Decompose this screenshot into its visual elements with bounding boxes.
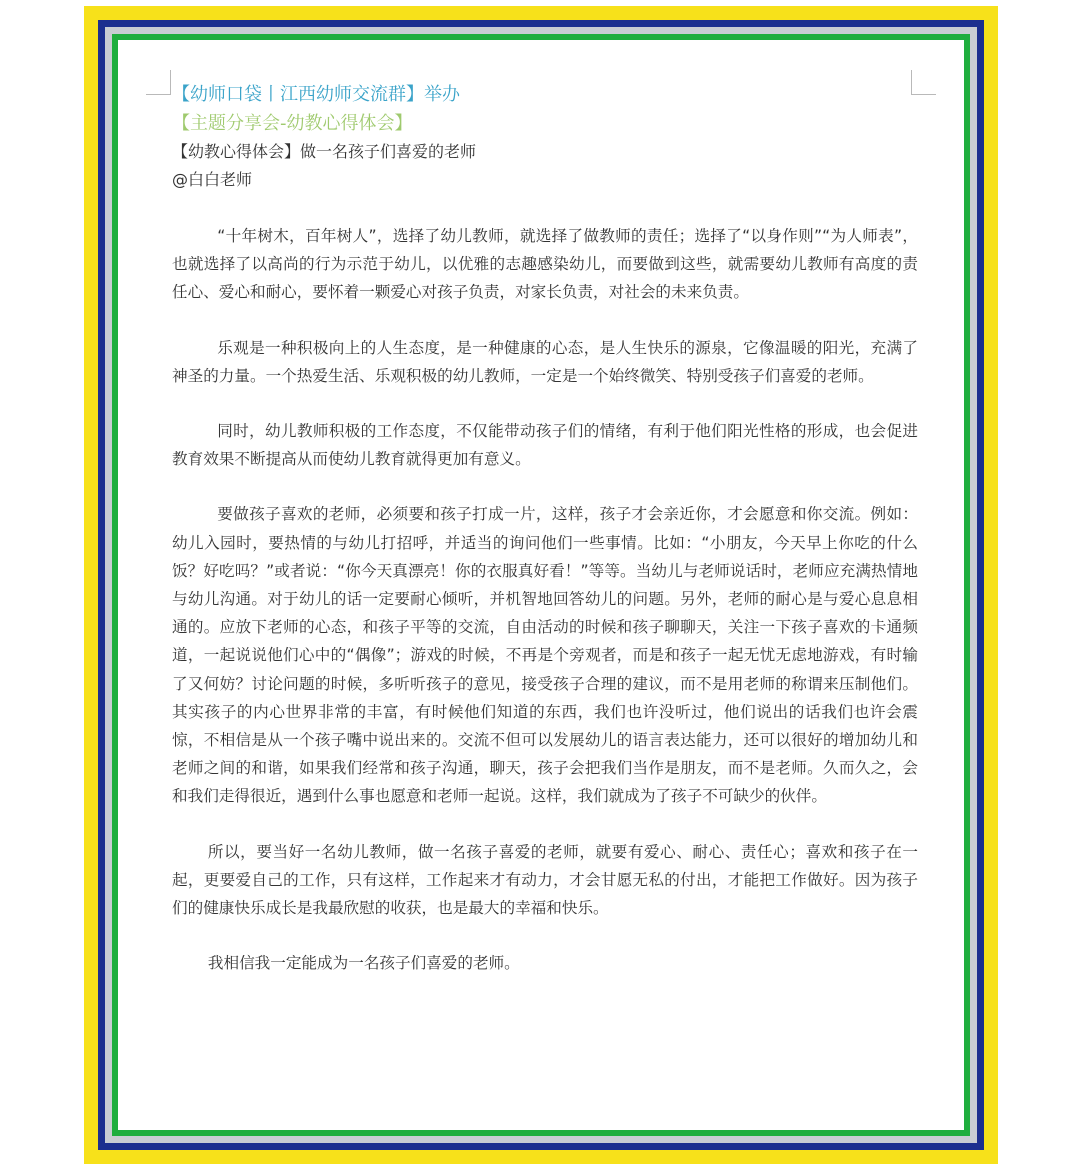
theme-line: 【主题分享会-幼教心得体会】 xyxy=(172,113,413,134)
paragraph-4: 要做孩子喜欢的老师，必须要和孩子打成一片，这样，孩子才会亲近你，才会愿意和你交流。例如：幼儿入园时，要热情的与幼儿打招呼，并适当的询问他们一些事情。比如：“小朋友，今天早上你吃的什么饭？好吃吗？”或者说：“你今天真漂亮！你的衣服真好看！”等等。当幼儿与老师说话时，老师应充满热情地与幼儿沟通。对于幼儿的话一定要耐心倾听，并机智地回答幼儿的问题。另外，老师的耐心是与爱心息息相通的。应放下老师的心态，和孩子平等的交流，自由活动的时候和孩子聊聊天，关注一下孩子喜欢的卡通频道，一起说说他们心中的“偶像”；游戏的时候，不再是个旁观者，而是和孩子一起无忧无虑地游戏，有时输了又何妨？讨论问题的时候，多听听孩子的意见，接受孩子合理的建议，而不是用老师的称谓来压制他们。其实孩子的内心世界非常的丰富，有时候他们知道的东西，我们也许没听过，他们说出的话我们也许会震惊，不相信是从一个孩子嘴中说出来的。交流不但可以发展幼儿的语言表达能力，还可以很好的增加幼儿和老师之间的和谐，如果我们经常和孩子沟通，聊天，孩子会把我们当作是朋友，而不是老师。久而久之，会和我们走得很近，遇到什么事也愿意和老师一起说。这样，我们就成为了孩子不可缺少的伙伴。 xyxy=(172,505,918,806)
grey-border xyxy=(105,27,977,1143)
paragraph-2: 乐观是一种积极向上的人生态度，是一种健康的心态，是人生快乐的源泉，它像温暖的阳光，充满了神圣的力量。一个热爱生活、乐观积极的幼儿教师，一定是一个始终微笑、特别受孩子们喜爱的老师。 xyxy=(172,338,918,385)
article-title: 【幼教心得体会】做一名孩子们喜爱的老师 xyxy=(172,142,477,161)
paragraph-6: 我相信我一定能成为一名孩子们喜爱的老师。 xyxy=(207,954,520,973)
author-line: @白白老师 xyxy=(172,170,253,189)
document-body xyxy=(172,80,918,977)
paragraph-5: 所以，要当好一名幼儿教师，做一名孩子喜爱的老师，就要有爱心、耐心、责任心；喜欢和孩子在一起，更要爱自己的工作，只有这样，工作起来才有动力，才会甘愿无私的付出，才能把工作做好。因为孩子们的健康快乐成长是我最欣慰的收获，也是最大的幸福和快乐。 xyxy=(172,842,918,918)
paragraph-1: “十年树木，百年树人”，选择了幼儿教师，就选择了做教师的责任；选择了“以身作则”“为人师表”，也就选择了以高尚的行为示范于幼儿，以优雅的志趣感染幼儿，而要做到这些，就需要幼儿教师有高度的责任心、爱心和耐心，要怀着一颗爱心对孩子负责，对家长负责，对社会的未来负责。 xyxy=(172,227,918,302)
outer-yellow-border xyxy=(84,6,998,1164)
page-corner-mark-left xyxy=(146,70,171,95)
document-page xyxy=(112,34,970,1136)
blue-border xyxy=(98,20,984,1150)
organizer-line: 【幼师口袋丨江西幼师交流群】举办 xyxy=(172,84,460,105)
paragraph-3: 同时，幼儿教师积极的工作态度，不仅能带动孩子们的情绪，有利于他们阳光性格的形成，也会促进教育效果不断提高从而使幼儿教育就得更加有意义。 xyxy=(172,422,918,469)
